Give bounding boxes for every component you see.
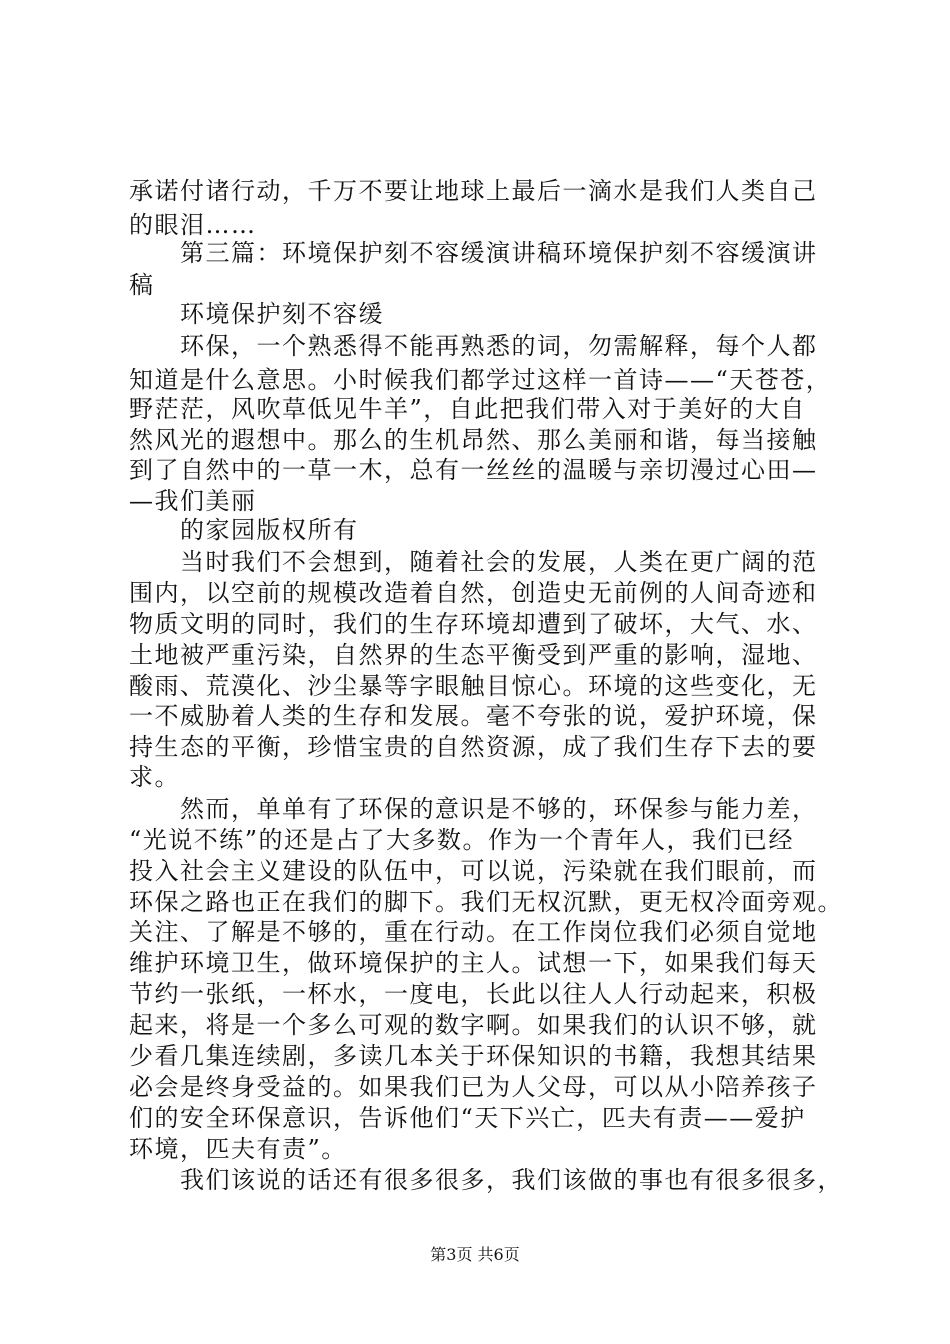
text-line: 环境，匹夫有责”。	[129, 1135, 347, 1163]
text-line: 维护环境卫生，做环境保护的主人。试想一下，如果我们每天	[129, 949, 818, 977]
page-number-footer: 第3页 共6页	[430, 1245, 520, 1264]
text-line: 到了自然中的一草一木，总有一丝丝的温暖与亲切漫过心田—	[129, 456, 818, 484]
text-line: 知道是什么意思。小时候我们都学过这样一首诗——“天苍苍，	[129, 366, 832, 394]
subtitle-line: 环境保护刻不容缓	[129, 300, 384, 328]
text-line: —我们美丽	[129, 487, 257, 515]
text-line: 酸雨、荒漠化、沙尘暴等字眼触目惊心。环境的这些变化，无	[129, 672, 818, 700]
text-line: 必会是终身受益的。如果我们已为人父母，可以从小陪养孩子	[129, 1073, 818, 1101]
section-heading-line: 稿	[129, 271, 155, 299]
text-line: 物质文明的同时，我们的生存环境却遭到了破坏，大气、水、	[129, 610, 818, 638]
text-line: “光说不练”的还是占了大多数。作为一个青年人，我们已经	[129, 826, 795, 854]
text-line: 节约一张纸，一杯水，一度电，长此以往人人行动起来，积极	[129, 980, 818, 1008]
text-line: 起来，将是一个多么可观的数字啊。如果我们的认识不够，就	[129, 1011, 818, 1039]
text-line: 一不威胁着人类的生存和发展。毫不夸张的说，爱护环境，保	[129, 702, 818, 730]
text-line: 少看几集连续剧，多读几本关于环保知识的书籍，我想其结果	[129, 1042, 818, 1070]
section-heading-line: 第三篇：环境保护刻不容缓演讲稿环境保护刻不容缓演讲	[129, 239, 818, 267]
text-line: 关注、了解是不够的，重在行动。在工作岗位我们必须自觉地	[129, 918, 818, 946]
text-line: 土地被严重污染，自然界的生态平衡受到严重的影响，湿地、	[129, 641, 818, 669]
text-line: 围内，以空前的规模改造着自然，创造史无前例的人间奇迹和	[129, 579, 818, 607]
text-line: 求。	[129, 763, 180, 791]
text-line: 当时我们不会想到，随着社会的发展，人类在更广阔的范	[129, 548, 818, 576]
text-line: 承诺付诸行动，千万不要让地球上最后一滴水是我们人类自己	[129, 177, 818, 205]
text-line: 我们该说的话还有很多很多，我们该做的事也有很多很多，	[129, 1166, 843, 1194]
text-line: 然风光的遐想中。那么的生机昂然、那么美丽和谐，每当接触	[129, 426, 818, 454]
text-line: 的家园版权所有	[129, 516, 359, 544]
text-line: 野茫茫，风吹草低见牛羊”，自此把我们带入对于美好的大自	[129, 395, 806, 423]
text-line: 环保之路也正在我们的脚下。我们无权沉默，更无权冷面旁观。	[129, 888, 843, 916]
text-line: 投入社会主义建设的队伍中，可以说，污染就在我们眼前，而	[129, 857, 818, 885]
text-line: 然而，单单有了环保的意识是不够的，环保参与能力差，	[129, 795, 818, 823]
text-line: 的眼泪……	[129, 211, 257, 239]
text-line: 们的安全环保意识，告诉他们“天下兴亡，匹夫有责——爱护	[129, 1104, 806, 1132]
text-line: 持生态的平衡，珍惜宝贵的自然资源，成了我们生存下去的要	[129, 733, 818, 761]
text-line: 环保，一个熟悉得不能再熟悉的词，勿需解释，每个人都	[129, 332, 818, 360]
